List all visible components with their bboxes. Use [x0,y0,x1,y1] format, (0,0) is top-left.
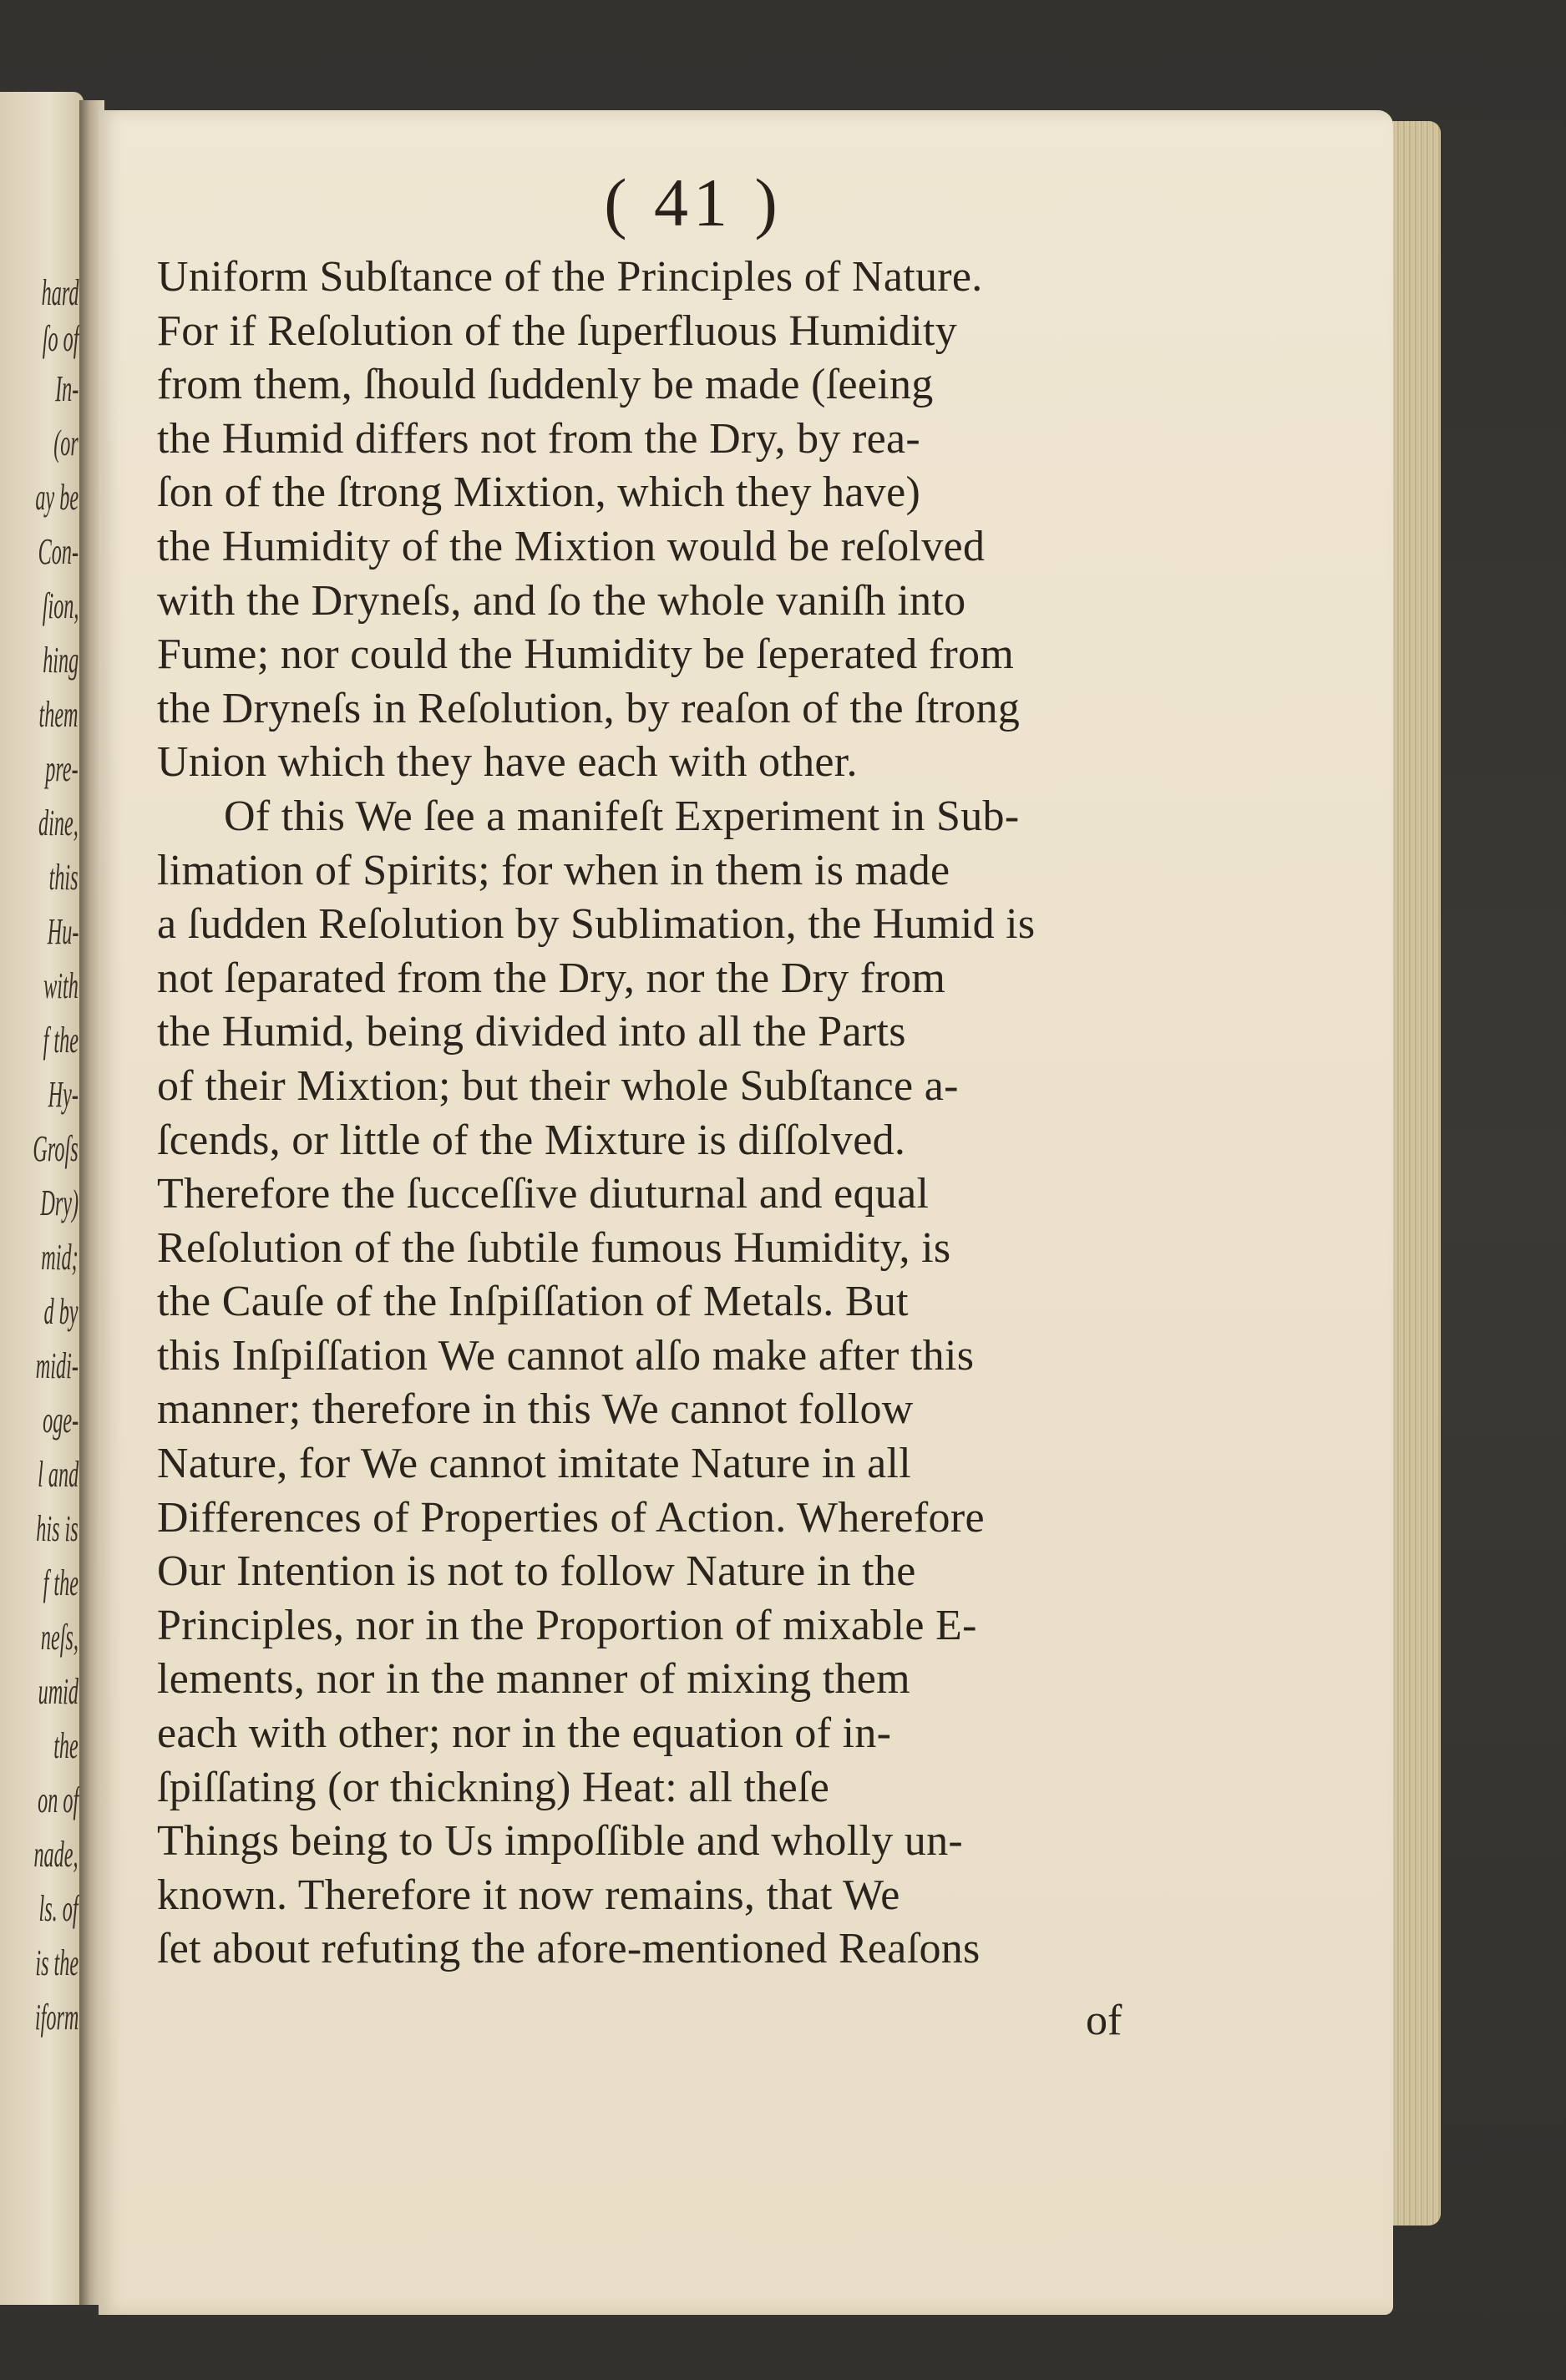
text-line: ſon of the ſtrong Mixtion, which they have) [157,468,921,517]
facing-page-fragment: umid [38,1671,79,1712]
text-line: ſet about refuting the afore-mentioned Reaſons [157,1925,981,1973]
facing-page-fragment: Con- [38,531,79,572]
catchword: of [1086,1997,1123,2044]
facing-page-fragment: d by [44,1291,79,1332]
text-line: ſcends, or little of the Mixture is diſſolved. [157,1116,906,1164]
text-line: Differences of Properties of Action. Wherefore [157,1493,985,1542]
text-line: ſpiſſating (or thickning) Heat: all theſe [157,1763,830,1811]
text-line: Union which they have each with other. [157,738,858,787]
text-line: known. Therefore it now remains, that We [157,1871,900,1919]
facing-page-fragment: oge- [42,1400,79,1441]
facing-page-fragment: Hy- [48,1074,79,1115]
facing-page-fragment: l and [37,1454,79,1495]
text-line: manner; therefore in this We cannot follow [157,1385,914,1434]
text-line: Principles, nor in the Proportion of mixable E- [157,1601,977,1649]
facing-page-fragment: ſo of [42,318,79,359]
facing-page-fragment: f the [43,1562,79,1603]
text-line: with the Dryneſs, and ſo the whole vaniſh into [157,576,966,625]
text-line: Therefore the ſucceſſive diuturnal and equal [157,1170,930,1218]
facing-page-fragment: Dry) [40,1182,79,1223]
text-line: the Humid, being divided into all the Parts [157,1008,906,1056]
facing-page-fragment: Groſs [33,1128,79,1169]
facing-page-fragment: mid; [41,1237,79,1278]
facing-page-fragment: hard [41,272,79,313]
facing-page-fragment: ſion, [42,585,79,626]
facing-page-fragment: midi- [35,1345,79,1386]
facing-page-fragment: pre- [45,748,79,789]
facing-page-left [0,92,84,2305]
facing-page-fragment: on of [37,1780,79,1820]
facing-page-fragment: his is [36,1508,79,1549]
text-line: the Dryneſs in Reſolution, by reaſon of the ſtrong [157,684,1021,732]
facing-page-fragment: them [38,694,79,735]
text-line: a ſudden Reſolution by Sublimation, the Humid is [157,900,1036,949]
text-line: this Inſpiſſation We cannot alſo make after this [157,1331,975,1380]
facing-page-fragment: ay be [35,477,79,518]
facing-page-fragment: In- [54,368,79,409]
text-line: of their Mixtion; but their whole Subſtance a- [157,1061,959,1110]
facing-page-fragment: iform [34,1997,79,2038]
facing-page-fragment: hing [42,640,79,681]
text-line: not ſeparated from the Dry, nor the Dry from [157,954,946,1002]
facing-page-fragment: neſs, [40,1617,79,1658]
text-line: lements, nor in the manner of mixing them [157,1655,910,1704]
text-line: the Humidity of the Mixtion would be reſolved [157,522,986,570]
text-line: each with other; nor in the equation of in- [157,1709,892,1758]
facing-page-fragment: the [53,1725,79,1766]
text-line: limation of Spirits; for when in them is made [157,846,950,894]
text-line: Things being to Us impoſſible and wholly un- [157,1817,964,1866]
facing-page-fragment: Hu- [47,911,79,952]
text-line: from them, ſhould ſuddenly be made (ſeeing [157,361,934,409]
paragraph-start-line: Of this We ſee a manifeſt Experiment in Sub- [224,792,1020,840]
page-text-block [157,251,1180,1977]
facing-page-fragment: dine, [38,803,79,843]
facing-page-fragment: nade, [33,1834,79,1875]
text-line: Nature, for We cannot imitate Nature in all [157,1440,911,1488]
text-line: For if Reſolution of the ſuperfluous Humidity [157,306,958,355]
page-number: ( 41 ) [604,165,783,241]
text-line: Reſolution of the ſubtile fumous Humidity, is [157,1223,951,1272]
facing-page-fragment: (or [53,423,79,463]
facing-page-fragment: f the [43,1020,79,1061]
facing-page-fragment: ls. of [38,1888,79,1929]
text-line: Our Intention is not to follow Nature in the [157,1547,916,1596]
text-line: the Humid differs not from the Dry, by rea- [157,414,920,463]
text-line: Fume; nor could the Humidity be ſeperated from [157,630,1015,679]
text-line: Uniform Subſtance of the Principles of Nature. [157,253,983,301]
text-line: the Cauſe of the Inſpiſſation of Metals. But [157,1278,909,1326]
facing-page-fragment: with [43,965,79,1006]
facing-page-fragment: is the [35,1942,79,1983]
facing-page-fragment: this [49,857,79,898]
